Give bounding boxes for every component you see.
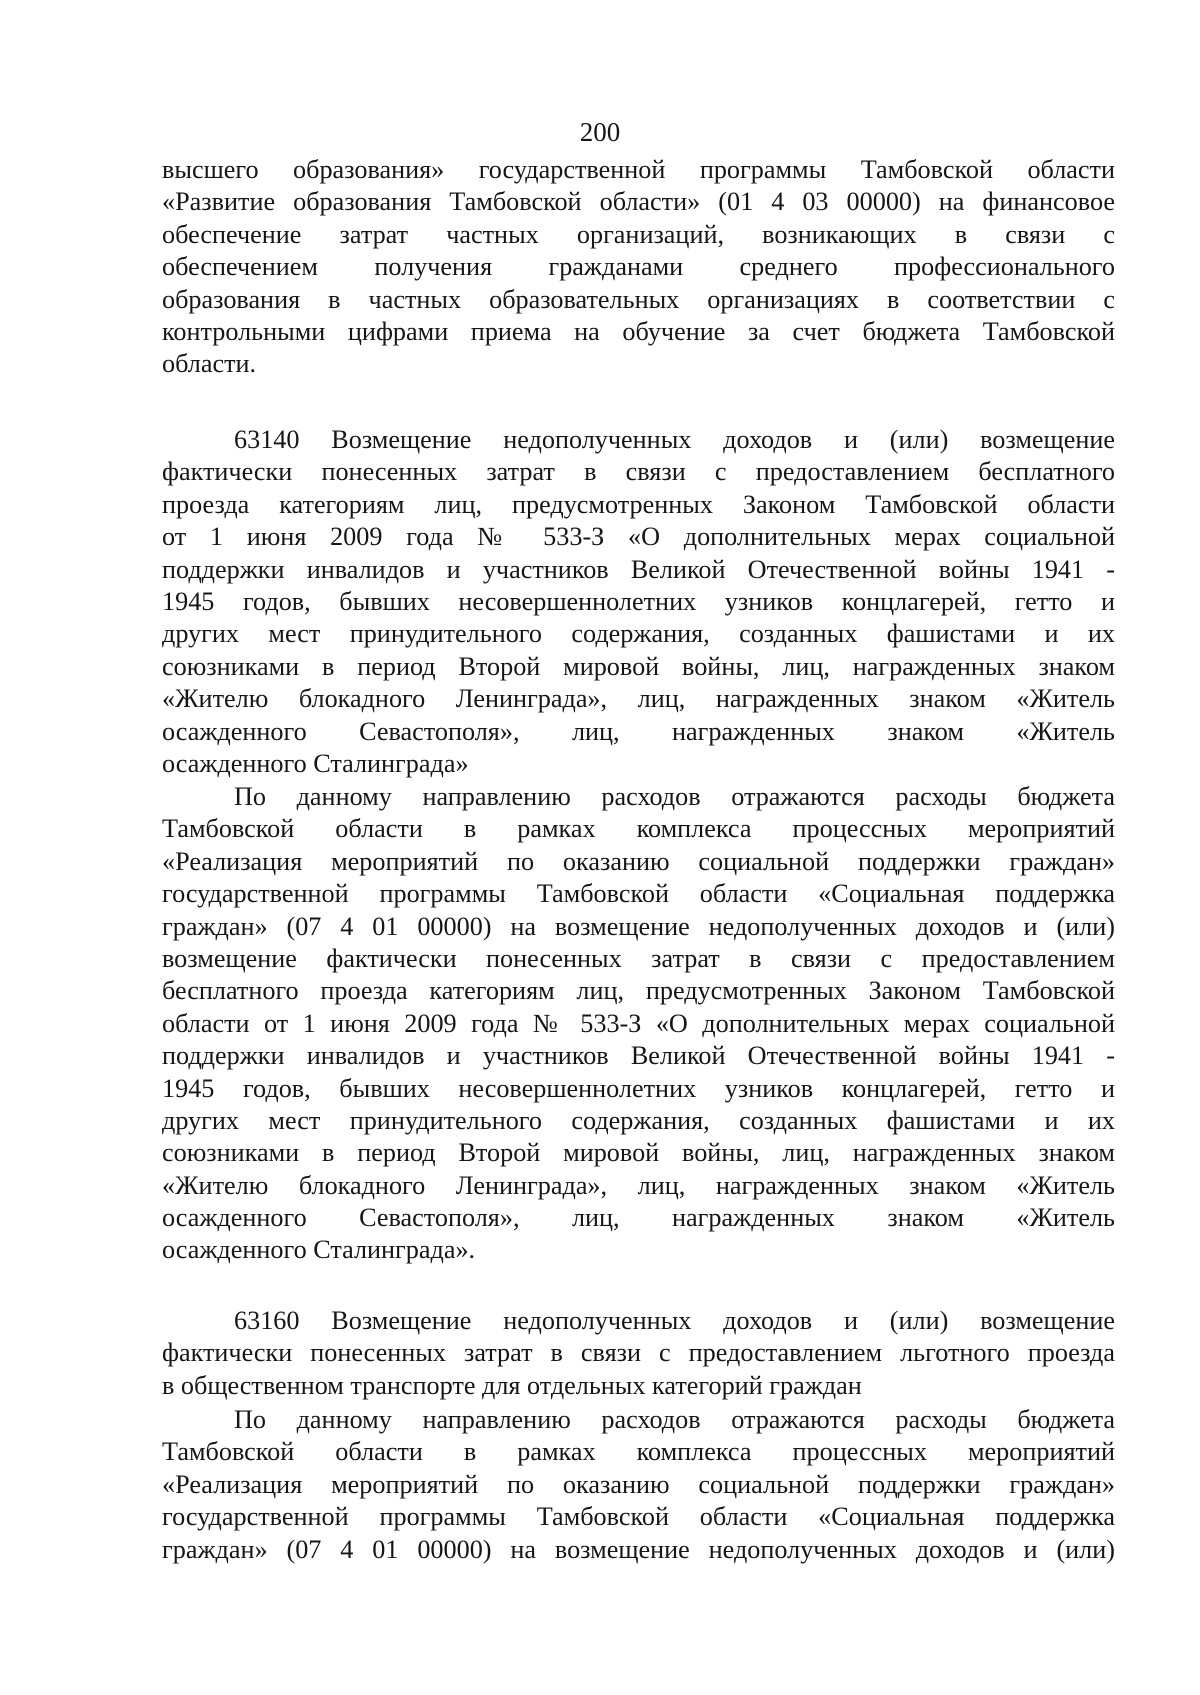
text-line: обеспечением получения гражданами среднего профессионального bbox=[162, 252, 1115, 282]
text-line: бесплатного проезда категориям лиц, предусмотренных Законом Тамбовской bbox=[162, 976, 1115, 1006]
text-line: 1945 годов, бывших несовершеннолетних узников концлагерей, гетто и bbox=[162, 586, 1115, 616]
text-line: возмещение фактически понесенных затрат в связи с предоставлением bbox=[162, 943, 1115, 973]
text-line: По данному направлению расходов отражаются расходы бюджета bbox=[234, 782, 1115, 811]
text-line: «Жителю блокадного Ленинграда», лиц, награжденных знаком «Житель bbox=[162, 1170, 1115, 1200]
text-line: области от 1 июня 2009 года № 533-З «О дополнительных мерах социальной bbox=[162, 1008, 1115, 1038]
text-line: от 1 июня 2009 года № 533-З «О дополнительных мерах социальной bbox=[162, 522, 1115, 552]
text-line: поддержки инвалидов и участников Великой Отечественной войны 1941 - bbox=[162, 554, 1115, 584]
text-line: контрольными цифрами приема на обучение за счет бюджета Тамбовской bbox=[162, 316, 1115, 346]
text-line: проезда категориям лиц, предусмотренных Законом Тамбовской области bbox=[162, 489, 1115, 519]
text-line: образования в частных образовательных организациях в соответствии с bbox=[162, 284, 1115, 314]
text-line: союзниками в период Второй мировой войны, лиц, награжденных знаком bbox=[162, 651, 1115, 681]
paragraph-description-63160 bbox=[162, 1404, 1115, 1566]
text-line: области. bbox=[162, 349, 257, 379]
text-line: Тамбовской области в рамках комплекса процессных мероприятий bbox=[162, 1437, 1115, 1467]
text-line: Тамбовской области в рамках комплекса процессных мероприятий bbox=[162, 814, 1115, 844]
text-line: «Реализация мероприятий по оказанию социальной поддержки граждан» bbox=[162, 846, 1115, 876]
text-line: 63140 Возмещение недополученных доходов и (или) возмещение bbox=[234, 425, 1115, 454]
text-line: «Жителю блокадного Ленинграда», лиц, награжденных знаком «Житель bbox=[162, 684, 1115, 714]
text-line: граждан» (07 4 01 00000) на возмещение недополученных доходов и (или) bbox=[162, 1534, 1115, 1564]
text-line: осажденного Севастополя», лиц, награжденных знаком «Житель bbox=[162, 1203, 1115, 1233]
text-line: 1945 годов, бывших несовершеннолетних узников концлагерей, гетто и bbox=[162, 1073, 1115, 1103]
text-line: «Развитие образования Тамбовской области» (01 4 03 00000) на финансовое bbox=[162, 187, 1115, 217]
text-line: высшего образования» государственной программы Тамбовской области bbox=[162, 155, 1115, 184]
paragraph-continuation bbox=[162, 154, 1115, 381]
text-line: осажденного Сталинграда» bbox=[162, 748, 469, 778]
paragraph-description-63140 bbox=[162, 781, 1115, 1267]
text-line: граждан» (07 4 01 00000) на возмещение недополученных доходов и (или) bbox=[162, 911, 1115, 941]
section-heading-63160 bbox=[162, 1305, 1115, 1402]
text-line: государственной программы Тамбовской области «Социальная поддержка bbox=[162, 879, 1115, 909]
text-line: осажденного Сталинграда». bbox=[162, 1235, 476, 1265]
text-line: фактически понесенных затрат в связи с предоставлением льготного проезда bbox=[162, 1338, 1115, 1368]
text-line: союзниками в период Второй мировой войны, лиц, награжденных знаком bbox=[162, 1138, 1115, 1168]
text-line: По данному направлению расходов отражаются расходы бюджета bbox=[234, 1405, 1115, 1434]
text-line: «Реализация мероприятий по оказанию социальной поддержки граждан» bbox=[162, 1469, 1115, 1499]
text-line: фактически понесенных затрат в связи с предоставлением бесплатного bbox=[162, 457, 1115, 487]
section-heading-63140 bbox=[162, 424, 1115, 780]
text-line: других мест принудительного содержания, созданных фашистами и их bbox=[162, 1105, 1115, 1135]
text-line: государственной программы Тамбовской области «Социальная поддержка bbox=[162, 1502, 1115, 1532]
text-line: обеспечение затрат частных организаций, возникающих в связи с bbox=[162, 219, 1115, 249]
page-number: 200 bbox=[579, 117, 621, 147]
text-line: поддержки инвалидов и участников Великой Отечественной войны 1941 - bbox=[162, 1041, 1115, 1071]
text-line: в общественном транспорте для отдельных категорий граждан bbox=[162, 1370, 862, 1400]
text-line: 63160 Возмещение недополученных доходов и (или) возмещение bbox=[234, 1306, 1115, 1335]
text-line: других мест принудительного содержания, созданных фашистами и их bbox=[162, 619, 1115, 649]
text-line: осажденного Севастополя», лиц, награжденных знаком «Житель bbox=[162, 716, 1115, 746]
